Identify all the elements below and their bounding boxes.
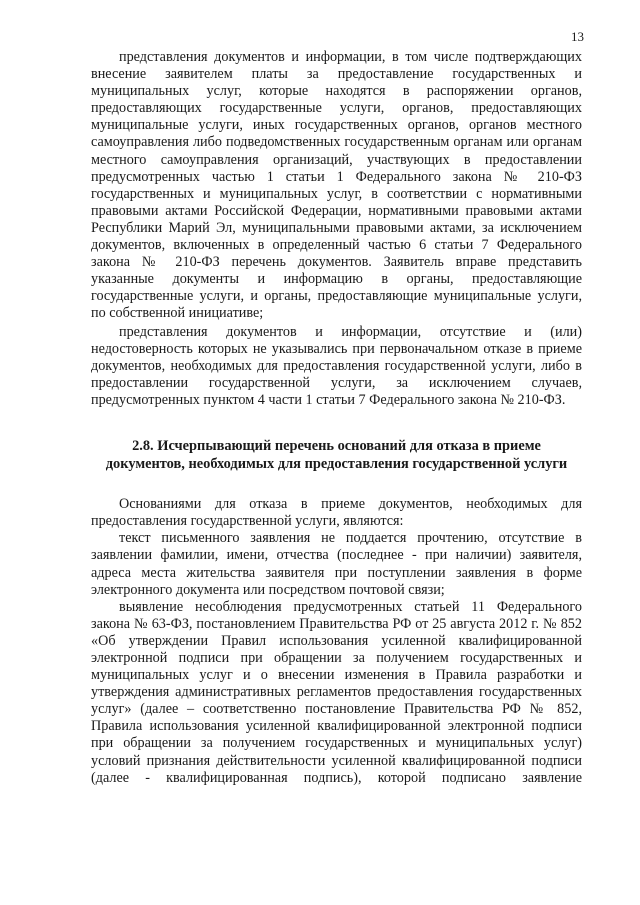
paragraph-docs-info: представления документов и информации, в том числе подтверждающих внесение заявителем платы за предоставление государственных и муниципальных услуг, которые находятся в распоряжении органов, предоставляющих государственные услуги, органов, предоставляющих муниципальные услуги, иных государственных органов, органов местного самоуправления либо подведомственных государственным органам или органам местного самоуправления организаций, участвующих в предоставлении предусмотренных частью 1 статьи 1 Федерального закона № 210-ФЗ государственных и муниципальных услуг, в соответствии с нормативными правовыми актами Российской Федерации, нормативными правовыми актами Республики Марий Эл, муниципальными правовыми актами, за исключением документов, включенных в определенный частью 6 статьи 7 Федерального закона № 210-ФЗ перечень документов. Заявитель вправе представить указанные документы и информацию в органы, предоставляющие государственные услуги, и органы, предоставляющие муниципальные услуги, по собственной инициативе; — [91, 49, 582, 322]
body-text-top — [91, 49, 582, 409]
body-text-bottom — [91, 496, 582, 787]
page-number: 13 — [571, 29, 584, 44]
section-heading: 2.8. Исчерпывающий перечень оснований для отказа в приеме документов, необходимых для предоставления государственной услуги — [105, 437, 568, 472]
paragraph-docs-absence: представления документов и информации, отсутствие и (или) недостоверность которых не указывались при первоначальном отказе в приеме документов, необходимых для предоставления государственной услуги, либо в предоставлении государственной услуги, за исключением случаев, предусмотренных пунктом 4 части 1 статьи 7 Федерального закона № 210-ФЗ. — [91, 323, 582, 408]
paragraph-signature-check: выявление несоблюдения предусмотренных статьей 11 Федерального закона № 63-ФЗ, постановлением Правительства РФ от 25 августа 2012 г. № 852 «Об утверждении Правил использования усиленной квалифицированной электронной подписи при обращении за получением государственных и муниципальных услуг и о внесении изменения в Правила разработки и утверждения административных регламентов предоставления государственных услуг» (далее – соответственно постановление Правительства РФ № 852, Правила использования усиленной квалифицированной электронной подписи при обращении за получением государственных и муниципальных услуг) условий признания действительности усиленной квалифицированной подписи (далее - квалифицированная подпись), которой подписано заявление — [91, 598, 582, 786]
paragraph-grounds-intro: Основаниями для отказа в приеме документов, необходимых для предоставления государственной услуги, являются: — [91, 496, 582, 530]
paragraph-unreadable-text: текст письменного заявления не поддается прочтению, отсутствие в заявлении фамилии, имени, отчества (последнее - при наличии) заявителя, адреса места жительства заявителя при поступлении заявления в форме электронного документа или посредством почтовой связи; — [91, 530, 582, 598]
